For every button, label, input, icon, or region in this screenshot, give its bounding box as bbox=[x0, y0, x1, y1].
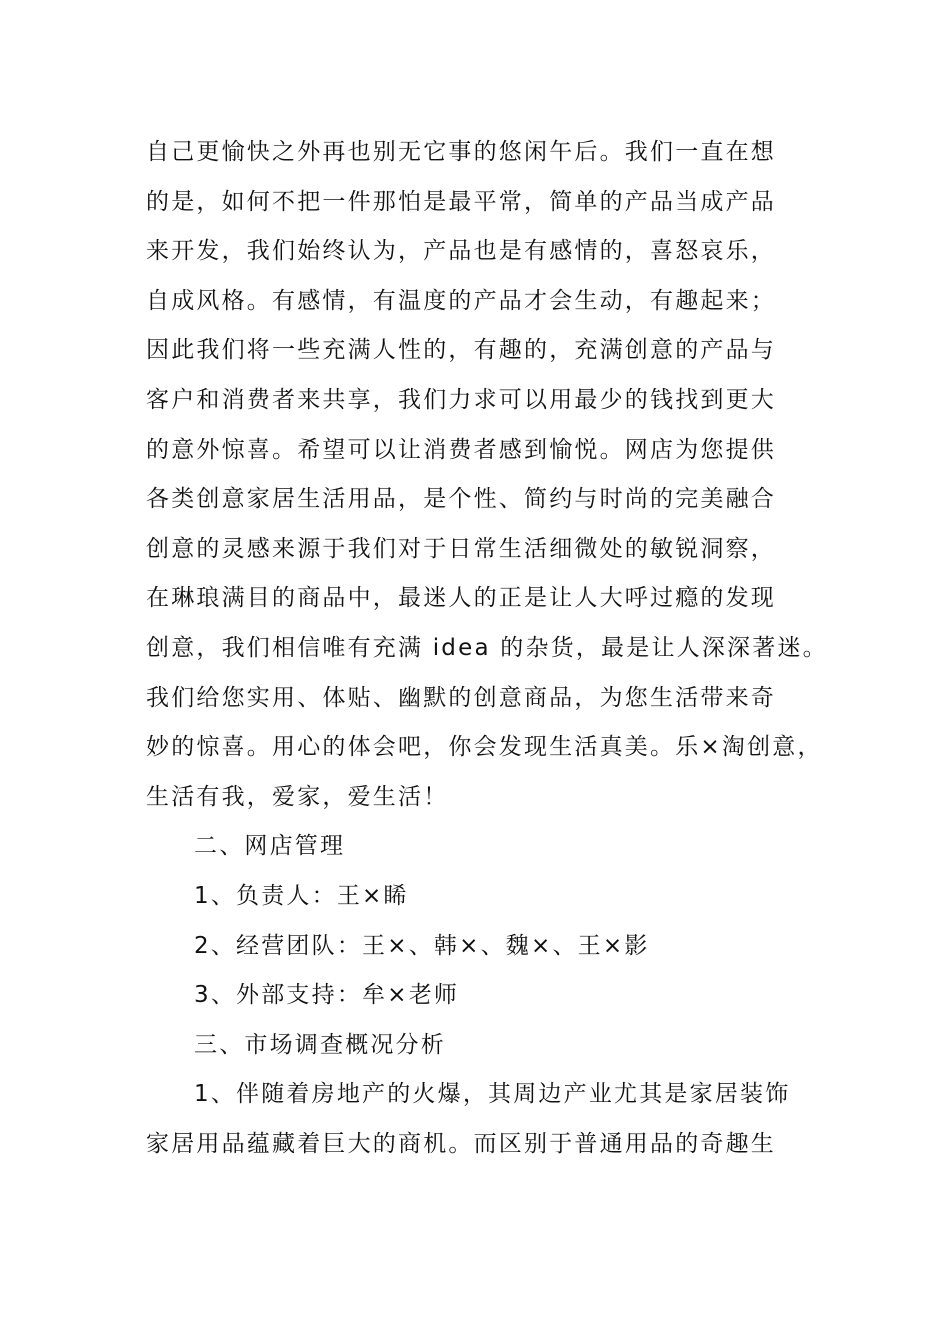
section-heading-management: 二、网店管理 bbox=[194, 833, 346, 860]
paragraph-line: 各类创意家居生活用品，是个性、简约与时尚的完美融合 bbox=[146, 486, 776, 513]
paragraph-line: 妙的惊喜。用心的体会吧，你会发现生活真美。乐×淘创意， bbox=[146, 734, 823, 761]
paragraph-line: 的是，如何不把一件那怕是最平常，简单的产品当成产品 bbox=[146, 188, 776, 215]
list-item-market-1: 1、伴随着房地产的火爆，其周边产业尤其是家居装饰 bbox=[194, 1081, 791, 1108]
paragraph-line: 生活有我，爱家，爱生活！ bbox=[146, 783, 449, 810]
document-body bbox=[146, 128, 836, 1169]
paragraph-line: 家居用品蕴藏着巨大的商机。而区别于普通用品的奇趣生 bbox=[146, 1130, 776, 1157]
paragraph-line: 创意的灵感来源于我们对于日常生活细微处的敏锐洞察， bbox=[146, 535, 776, 562]
paragraph-line: 在琳琅满目的商品中，最迷人的正是让人大呼过瘾的发现 bbox=[146, 585, 776, 612]
paragraph-line: 来开发，我们始终认为，产品也是有感情的，喜怒哀乐， bbox=[146, 238, 776, 265]
paragraph-line: 因此我们将一些充满人性的，有趣的，充满创意的产品与 bbox=[146, 337, 776, 364]
paragraph-line: 自己更愉快之外再也别无它事的悠闲午后。我们一直在想 bbox=[146, 139, 776, 165]
list-item-owner: 1、负责人：王×睎 bbox=[194, 882, 409, 909]
list-item-team: 2、经营团队：王×、韩×、魏×、王×影 bbox=[194, 932, 650, 959]
paragraph-line: 创意，我们相信唯有充满 idea 的杂货，最是让人深深著迷。 bbox=[146, 634, 828, 661]
section-heading-market-analysis: 三、市场调查概况分析 bbox=[194, 1031, 446, 1058]
paragraph-line: 自成风格。有感情，有温度的产品才会生动，有趣起来； bbox=[146, 287, 776, 314]
paragraph-line: 我们给您实用、体贴、幽默的创意商品，为您生活带来奇 bbox=[146, 684, 776, 711]
list-item-support: 3、外部支持：牟×老师 bbox=[194, 982, 460, 1009]
paragraph-line: 的意外惊喜。希望可以让消费者感到愉悦。网店为您提供 bbox=[146, 436, 776, 463]
paragraph-line: 客户和消费者来共享，我们力求可以用最少的钱找到更大 bbox=[146, 386, 776, 413]
